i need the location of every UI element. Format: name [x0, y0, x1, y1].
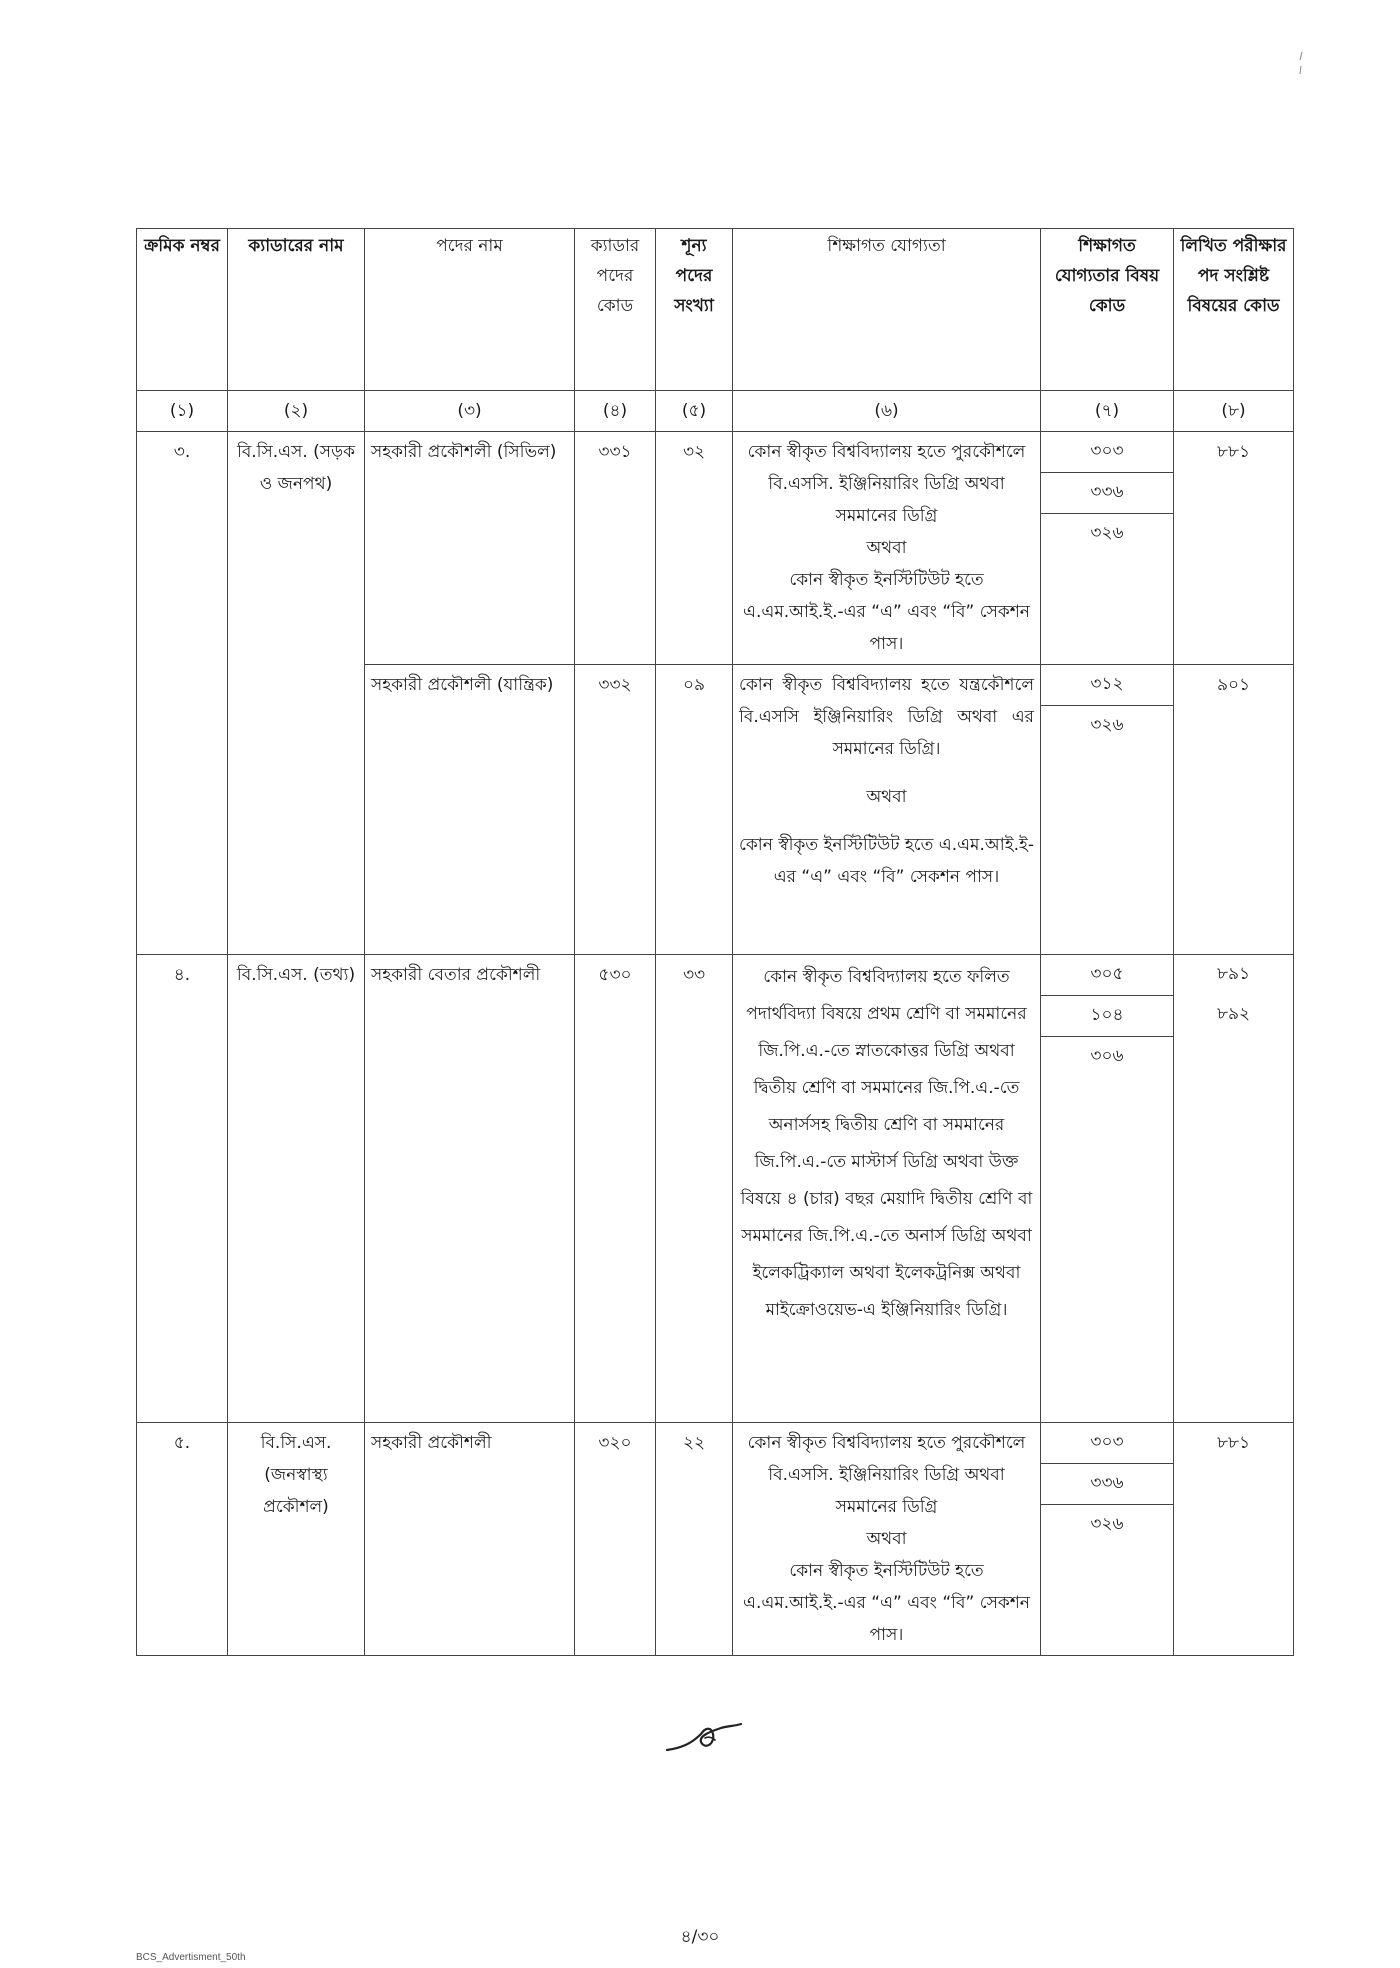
exam-code-cell: [1174, 955, 1294, 1423]
column-number: (৪): [575, 391, 656, 432]
subject-code: ৩২৬: [1090, 1514, 1124, 1534]
subject-code-cell: [1041, 665, 1174, 955]
qualification-text: কোন স্বীকৃত ইনস্টিটিউট হতে এ.এম.আই.ই.-এর “এ” এবং “বি” সেকশন পাস।: [743, 570, 1030, 654]
subject-code: ৩১২: [1041, 665, 1173, 706]
post-name-cell: সহকারী প্রকৌশলী (যান্ত্রিক): [365, 665, 575, 955]
qualification-or: অথবা: [866, 787, 907, 807]
header-subject-code: শিক্ষাগত যোগ্যতার বিষয় কোড: [1041, 229, 1174, 391]
header-post: পদের নাম: [365, 229, 575, 391]
qualification-cell: [733, 432, 1041, 665]
subject-code: ৩২৬: [1090, 523, 1124, 543]
vacancy-cell: ৩২: [656, 432, 733, 665]
column-number-row: [137, 391, 1294, 432]
table-row: [137, 432, 1294, 665]
subject-code-cell: [1041, 955, 1174, 1423]
column-number: (১): [137, 391, 228, 432]
column-number: (৫): [656, 391, 733, 432]
subject-code: ৩৩৬: [1041, 1464, 1173, 1505]
column-number: (৩): [365, 391, 575, 432]
subject-code: ৩০৫: [1041, 955, 1173, 996]
qualification-text: কোন স্বীকৃত বিশ্ববিদ্যালয় হতে যন্ত্রকৌশলে বি.এসসি ইঞ্জিনিয়ারিং ডিগ্রি অথবা এর সমমানের ডিগ্রি।: [739, 675, 1034, 759]
column-number: (৮): [1174, 391, 1294, 432]
subject-code: ৩৩৬: [1041, 473, 1173, 514]
cadre-cell: বি.সি.এস. (জনস্বাস্থ্য প্রকৌশল): [228, 1423, 365, 1656]
post-code-cell: ৩২০: [575, 1423, 656, 1656]
serial-cell: ৪.: [137, 955, 228, 1423]
serial-cell: ৩.: [137, 432, 228, 955]
serial-cell: ৫.: [137, 1423, 228, 1656]
qualification-text: কোন স্বীকৃত বিশ্ববিদ্যালয় হতে ফলিত পদার্থবিদ্যা বিষয়ে প্রথম শ্রেণি বা সমমানের জি.পি.এ.-তে স্নাতকোত্তর ডিগ্রি অথবা দ্বিতীয় শ্রেণি বা সমমানের জি.পি.এ.-তে অনার্সসহ দ্বিতীয় শ্রেণি বা সমমানের জি.পি.এ.-তে মাস্টার্স ডিগ্রি অথবা উক্ত বিষয়ে ৪ (চার) বছর মেয়াদি দ্বিতীয় শ্রেণি বা সমমানের জি.পি.এ.-তে অনার্স ডিগ্রি অথবা ইলেকট্রিক্যাল অথবা ইলেকট্রনিক্স অথবা মাইক্রোওয়েভ-এ ইঞ্জিনিয়ারিং ডিগ্রি।: [740, 967, 1033, 1320]
qualification-cell: [733, 955, 1041, 1423]
subject-code-cell: [1041, 432, 1174, 665]
header-row: [137, 229, 1294, 391]
header-qualification: শিক্ষাগত যোগ্যতা: [733, 229, 1041, 391]
header-vacancy: শূন্য পদের সংখ্যা: [656, 229, 733, 391]
cadre-cell: বি.সি.এস. (সড়ক ও জনপথ): [228, 432, 365, 955]
cadre-cell: বি.সি.এস. (তথ্য): [228, 955, 365, 1423]
subject-code-cell: [1041, 1423, 1174, 1656]
column-number: (৭): [1041, 391, 1174, 432]
subject-code: ১০৪: [1041, 996, 1173, 1037]
qualification-or: অথবা: [866, 538, 907, 558]
spacer: [739, 765, 1034, 781]
header-post-code: ক্যাডার পদের কোড: [575, 229, 656, 391]
vacancy-cell: ০৯: [656, 665, 733, 955]
header-serial: ক্রমিক নম্বর: [137, 229, 228, 391]
footer-label: BCS_Advertisment_50th: [136, 1952, 246, 1963]
vacancy-cell: ৩৩: [656, 955, 733, 1423]
post-name-cell: সহকারী প্রকৌশলী (সিভিল): [365, 432, 575, 665]
vacancy-table: [136, 228, 1294, 1656]
qualification-text: কোন স্বীকৃত বিশ্ববিদ্যালয় হতে পুরকৌশলে বি.এসসি. ইঞ্জিনিয়ারিং ডিগ্রি অথবা সমমানের ডিগ্রি: [747, 442, 1026, 526]
margin-mark-icon: [1296, 50, 1306, 78]
subject-code: ৩০৩: [1041, 1423, 1173, 1464]
post-code-cell: ৩৩২: [575, 665, 656, 955]
vacancy-cell: ২২: [656, 1423, 733, 1656]
table-row: [137, 1423, 1294, 1656]
signature-icon: [665, 1718, 745, 1758]
qualification-or: অথবা: [866, 1529, 907, 1549]
subject-code: ৩০৬: [1090, 1046, 1124, 1066]
header-exam-code: লিখিত পরীক্ষার পদ সংশ্লিষ্ট বিষয়ের কোড: [1174, 229, 1294, 391]
spacer: [739, 813, 1034, 829]
column-number: (৬): [733, 391, 1041, 432]
column-number: (২): [228, 391, 365, 432]
header-cadre: ক্যাডারের নাম: [228, 229, 365, 391]
exam-code: ৮৯২: [1216, 1004, 1251, 1024]
qualification-text: কোন স্বীকৃত বিশ্ববিদ্যালয় হতে পুরকৌশলে বি.এসসি. ইঞ্জিনিয়ারিং ডিগ্রি অথবা সমমানের ডিগ্রি: [747, 1433, 1026, 1517]
exam-code-cell: ৯০১: [1174, 665, 1294, 955]
table-row: [137, 955, 1294, 1423]
page-number: ৪/৩০: [680, 1927, 720, 1947]
post-name-cell: সহকারী বেতার প্রকৌশলী: [365, 955, 575, 1423]
exam-code-cell: ৮৮১: [1174, 432, 1294, 665]
qualification-text: কোন স্বীকৃত ইনস্টিটিউট হতে এ.এম.আই.ই.-এর “এ” এবং “বি” সেকশন পাস।: [743, 1561, 1030, 1645]
post-code-cell: ৩৩১: [575, 432, 656, 665]
qualification-text: কোন স্বীকৃত ইনস্টিটিউট হতে এ.এম.আই.ই-এর “এ” এবং “বি” সেকশন পাস।: [739, 835, 1034, 887]
post-code-cell: ৫৩০: [575, 955, 656, 1423]
subject-code: ৩০৩: [1041, 432, 1173, 473]
qualification-cell: [733, 1423, 1041, 1656]
subject-code: ৩২৬: [1090, 715, 1124, 735]
exam-code-cell: ৮৮১: [1174, 1423, 1294, 1656]
exam-code: ৮৯১: [1216, 964, 1251, 984]
post-name-cell: সহকারী প্রকৌশলী: [365, 1423, 575, 1656]
qualification-cell: [733, 665, 1041, 955]
